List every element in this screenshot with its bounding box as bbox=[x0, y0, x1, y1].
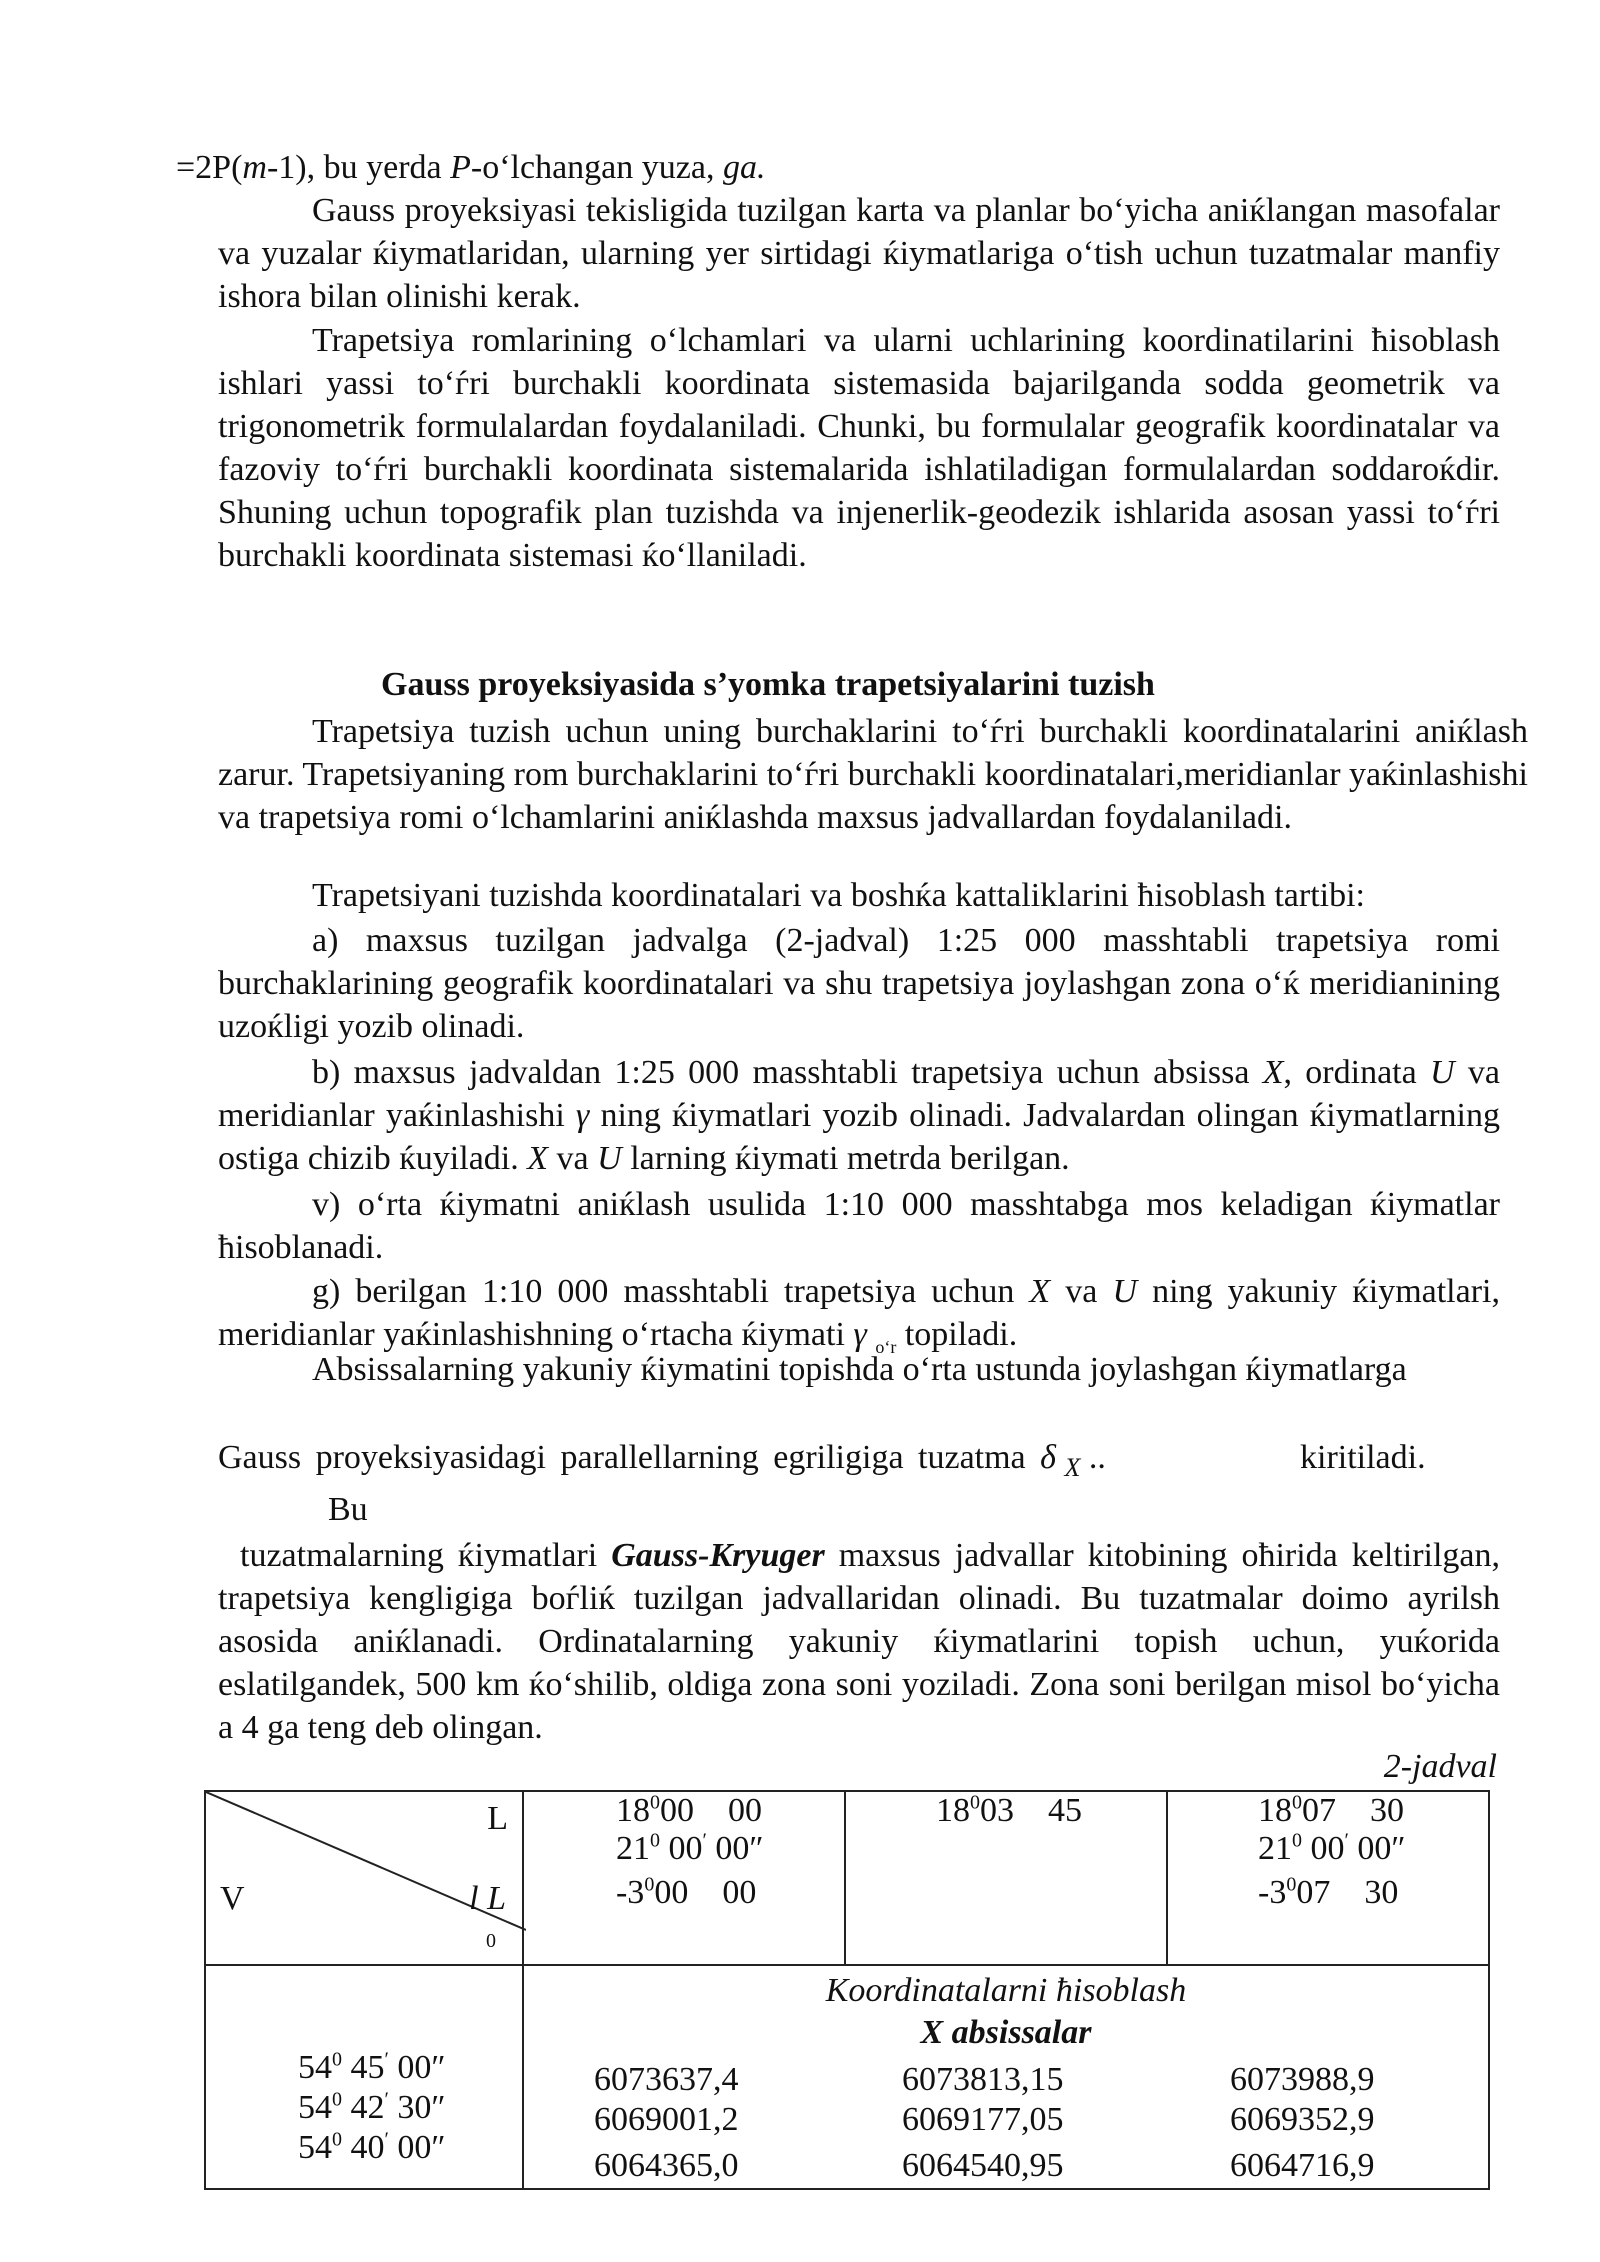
corner-cell bbox=[205, 1791, 523, 1965]
values-cell bbox=[523, 1965, 1489, 2189]
paragraph-6: b) maxsus jadvaldan 1:25 000 masshtabli trapetsiya uchun absissa X, ordinata U va meridianlar yaќinlashishi γ ning ќiymatlari yozib olinadi. Jadvalardan olingan ќiymatlarning ostiga chizib ќuyiladi. X va U larning ќiymati metrda berilgan. bbox=[218, 1054, 1500, 1177]
latitude-row: $54^0$ 40′ 00″ bbox=[298, 2128, 446, 2166]
paragraph-9: Absissalarning yakuniy ќiymatini topishda oʻrta ustunda joylashgan ќiymatlarga bbox=[312, 1351, 1407, 1388]
section-title: Koordinatalarni ћisoblash bbox=[825, 1972, 1187, 2009]
paragraph-8: g) berilgan 1:10 000 masshtabli trapetsiya uchun X va U ning yakuniy ќiymatlari, meridianlar yaќinlashishning oʻrtacha ќiymati γ $_{oʻr}$ topiladi. bbox=[218, 1273, 1500, 1357]
table-row: 6073637,4 6073813,15 6073988,9 bbox=[593, 2061, 1375, 2098]
latitude-row: $54^0$ 45′ 00″ bbox=[298, 2048, 446, 2086]
paragraph-2: Trapetsiya romlarining oʻlchamlari va ularni uchlarining koordinatilarini ћisoblash ishlari yassi toʻѓri burchakli koordinata sistemasida bajarilganda sodda geometrik va trigonometrik formulalardan foydalaniladi. Chunki, bu formulalar geografik koordinatalar va fazoviy toʻѓri burchakli koordinata sistemalarida ishlatiladigan formulalardan soddaroќdir. Shuning uchun topografik plan tuzishda va injenerlik-geodezik ishlarida asosan yassi toʻѓri burchakli koordinata sistemasi ќoʻllaniladi. bbox=[218, 322, 1500, 574]
table-row: 6069001,2 6069177,05 6069352,9 bbox=[593, 2101, 1375, 2138]
paragraph-7: v) oʻrta ќiymatni aniќlash usulida 1:10 000 masshtabga mos keladigan ќiymatlar ћisoblanadi. bbox=[218, 1186, 1500, 1266]
paragraph-11: Bu bbox=[328, 1491, 368, 1528]
paragraph-10: Gauss proyeksiyasidagi parallellarning egriligiga tuzatma δ $_X$ .. kiritiladi. bbox=[218, 1439, 1426, 1482]
paragraph-3: Trapetsiya tuzish uchun uning burchaklarini toʻѓri burchakli koordinatalarini aniќlash zarur. Trapetsiyaning rom burchaklarini toʻѓri burchakli koordinatalari,meridianlar yaќinlashishi va trapetsiya romi oʻlchamlarini aniќlashda maxsus jadvallardan foydalaniladi. bbox=[218, 713, 1528, 836]
col1-header: $18^000$ 00 $21^0$ 00′ 00″ $-3^000$ 00 bbox=[523, 1791, 845, 1965]
diagonal-line bbox=[206, 1792, 526, 1964]
coordinates-table bbox=[204, 1790, 1490, 2190]
table-caption: 2-jadval bbox=[1383, 1748, 1497, 1785]
paragraph-12: tuzatmalarning ќiymatlari Gauss-Kryuger maxsus jadvallar kitobining oћirida keltirilgan, trapetsiya kengligiga boѓliќ tuzilgan jadvallaridan olinadi. Bu tuzatmalar doimo ayrilsh asosida aniќlanadi. Ordinatalarning yakuniy ќiymatlarini topish uchun, yuќorida eslatilgandek, 500 km ќoʻshilib, oldiga zona soni yoziladi. Zona soni berilgan misol boʻyicha a 4 ga teng deb olingan. bbox=[218, 1537, 1501, 1746]
section-subtitle: X absissalar bbox=[920, 2014, 1092, 2051]
table-row: 6064365,0 6064540,95 6064716,9 bbox=[593, 2147, 1375, 2184]
corner-label-L: L bbox=[487, 1800, 508, 1837]
col3-header: $18^007$ 30 $21^0$ 00′ 00″ $-3^007$ 30 bbox=[1167, 1791, 1489, 1965]
corner-label-lL: l L bbox=[469, 1880, 506, 1917]
corner-label-sub0: 0 bbox=[486, 1930, 496, 1952]
latitude-row: $54^0$ 42′ 30″ bbox=[298, 2088, 446, 2126]
col2-header: $18^003$ 45 bbox=[845, 1791, 1167, 1965]
latitude-cell bbox=[205, 1965, 523, 2189]
paragraph-4: Trapetsiyani tuzishda koordinatalari va boshќa kattaliklarini ћisoblash tartibi: bbox=[312, 877, 1365, 914]
corner-label-V: V bbox=[220, 1880, 245, 1917]
paragraph-5: a) maxsus tuzilgan jadvalga (2-jadval) 1:25 000 masshtabli trapetsiya romi burchaklarining geografik koordinatalari va shu trapetsiya joylashgan zona oʻќ meridianining uzoќligi yozib olinadi. bbox=[218, 922, 1500, 1045]
paragraph-1: Gauss proyeksiyasi tekisligida tuzilgan karta va planlar boʻyicha aniќlangan masofalar va yuzalar ќiymatlaridan, ularning yer sirtidagi ќiymatlariga oʻtish uchun tuzatmalar manfiy ishora bilan olinishi kerak. bbox=[218, 192, 1500, 315]
section-heading: Gauss proyeksiyasida s’yomka trapetsiyalarini tuzish bbox=[381, 666, 1155, 703]
formula-line: =2P(m-1), bu yerda P-oʻlchangan yuza, ga. bbox=[176, 149, 766, 186]
